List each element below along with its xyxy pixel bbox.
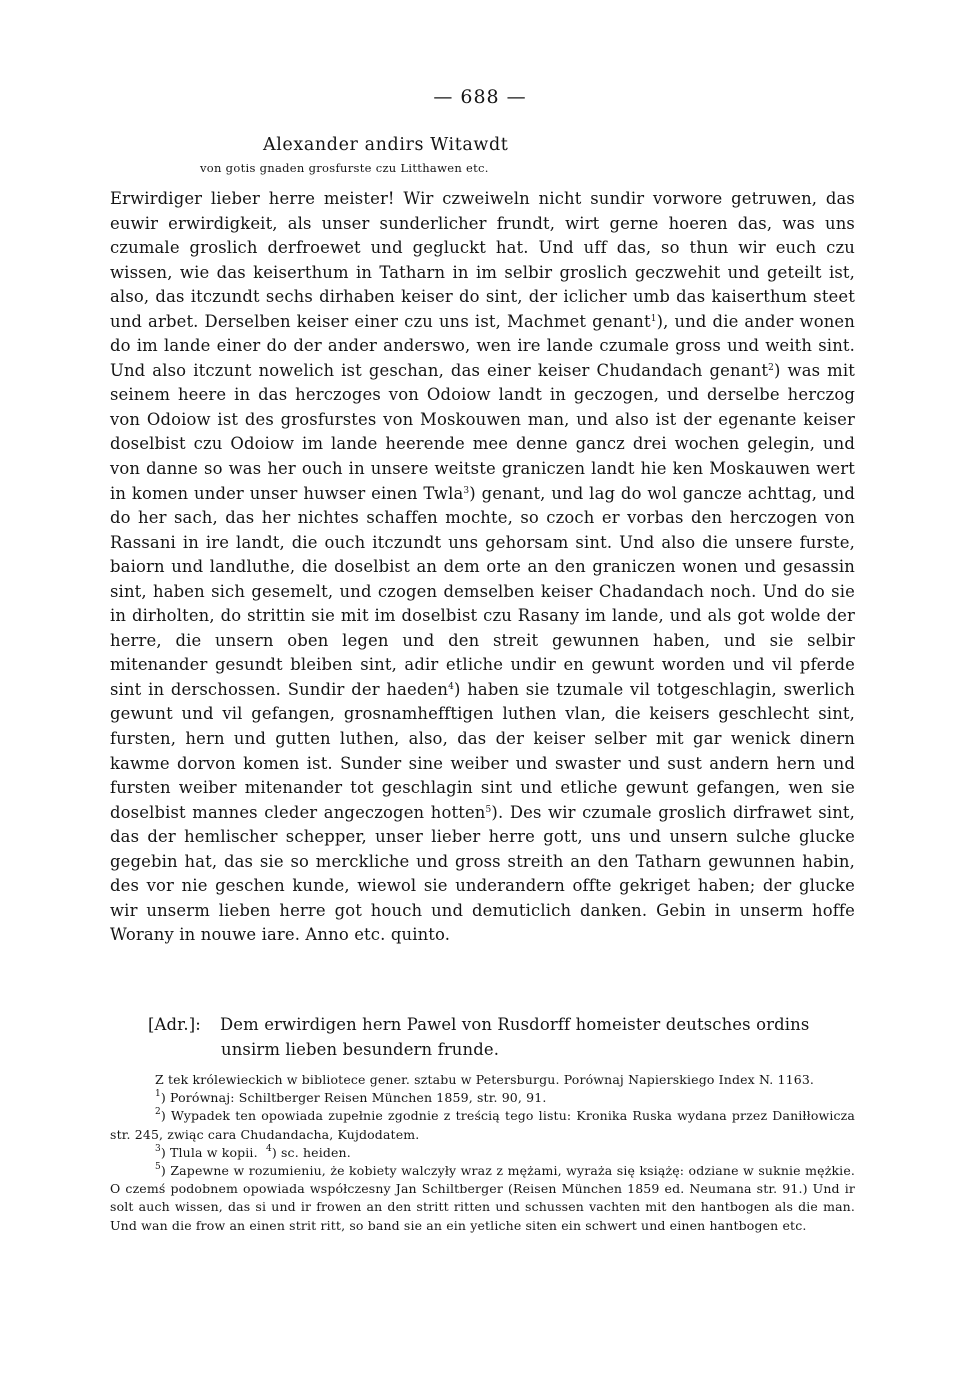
address-line-1: Dem erwirdigen hern Pawel von Rusdorff homeister deutsches ordins xyxy=(220,1015,810,1034)
body-segment: ) haben sie tzumale vil totgeschlagin, swerlich gewunt und vil gefangen, grosnamhefftigen luthen vlan, die keisers geschlecht sint, fursten, hern und gutten luthen, also, das der keiser selber mit gar wenick dinern kawme dorvon komen ist. Sunder sine weiber und swaster und sust andern hern und fursten weiber mitenander tot geschlagin sint und etliche gewunt gefangen, wen sie doselbist mannes cleder angeczogen hotten xyxy=(110,679,855,822)
letter-body xyxy=(110,187,855,948)
body-segment: ), und die ander wonen do im lande einer do der ander anderswo, wen ire lande czumale gross und weith sint. Und also itczunt nowelich ist geschan, das einer keiser Chudandach genant xyxy=(110,311,855,380)
footnotes xyxy=(110,1071,855,1235)
letter-title: Alexander andirs Witawdt xyxy=(263,135,509,155)
footnote-ref-5: 5 xyxy=(485,804,492,815)
footnote-text: ) Tlula w kopii. xyxy=(160,1144,258,1160)
footnote-ref-1: 1 xyxy=(650,313,657,324)
body-segment: ) was mit seinem heere in das herczoges von Odoiow landt in geczogen, und derselbe herczog von Odoiow ist des grosfurstes von Moskouwen man, und also ist der egenante keiser doselbist czu Odoiow im lande heerende mee denne gancz drei wochen gelegin, und von danne so was her ouch in unsere weitste graniczen landt hie ken Moskauwen wert in komen under unser huwser einen Twla xyxy=(110,360,855,503)
footnote-mark: 2 xyxy=(155,1107,161,1118)
address-label: [Adr.]: xyxy=(148,1015,201,1034)
body-segment: ) genant, und lag do wol gancze achttag, und do her sach, das her nichtes schaffen mochte, so czoch er vorbas den herczogen von Rassani in ire landt, die ouch itczundt uns gehorsam sint. Und also die unsere furste, baiorn und landluthe, die doselbist an dem orte an den graniczen wonen und gesassin sint, haben sich gesemelt, und czogen demselben keiser Chadandach noch. Und do sie in dirholten, do strittin sie mit im doselbist czu Rasany im lande, und als got wolde der herre, die unsern oben legen und den streit gewunnen haben, und sie selbir mitenander gesundt bleiben sint, adir etliche undir en gewunt worden und vil pferde sint in derschossen. Sundir der haeden xyxy=(110,483,855,699)
body-segment: Erwirdiger lieber herre meister! Wir czweiweln nicht sundir vorwore getruwen, das euwir erwirdigkeit, als unser sunderlicher frundt, wirt gerne hoeren das, was uns czumale groslich derfroewet und gegluckt hat. Und uff das, so thun wir euch czu wissen, wie das keiserthum in Tatharn in im selbir groslich geczwehit und geteilt ist, also, das itczundt sechs dirhaben keiser do sint, der iclicher umb das kaiserthum steet und arbet. Derselben keiser einer czu uns ist, Machmet genant xyxy=(110,189,855,331)
footnote-ref-3: 3 xyxy=(463,485,470,496)
footnote-mark: 3 xyxy=(155,1143,161,1154)
footnote-5 xyxy=(110,1162,855,1235)
page-number: — 688 — xyxy=(433,86,527,108)
footnote-text: ) sc. heiden. xyxy=(271,1144,351,1160)
footnote-ref-4: 4 xyxy=(448,681,454,692)
footnote-1 xyxy=(110,1089,855,1107)
source-note: Z tek królewieckich w bibliotece gener. sztabu w Petersburgu. Porównaj Napierskiego Index N. 1163. xyxy=(155,1072,815,1087)
footnote-mark: 1 xyxy=(155,1089,161,1100)
body-segment: ). Des wir czumale groslich dirfrawet sint, das der hemlischer schepper, unser lieber herre gott, uns und unsern sulche glucke gegebin hat, das sie so merckliche und gross streith an den Tatharn gewunnen habin, des vor nie geschen kunde, wiewol sie underandern offte gekriget haben; der glucke wir unserm lieben herre got houch und demuticlich danken. Gebin in unserm hoffe Worany in nouwe iare. Anno etc. quinto. xyxy=(110,802,855,945)
footnote-text: ) Wypadek ten opowiada zupełnie zgodnie z treścią tego listu: Kronika Ruska wydana przez Daniłłowicza str. 245, zwiąc cara Chudandacha, Kujdodatem. xyxy=(110,1108,855,1142)
footnote-ref-2: 2 xyxy=(768,362,774,373)
footnote-text: ) Porównaj: Schiltberger Reisen München 1859, str. 90, 91. xyxy=(160,1090,547,1106)
footnote-text: ) Zapewne w rozumieniu, że kobiety walczyły wraz z mężami, wyraża się książę: odziane w suknie mężkie. O czemś podobnem opowiada współczesny Jan Schiltberger (Reisen München 1859 ed. Neumana str. 91.) Und ir solt auch wissen, das si und ir frowen an den stritt ritten und schussen vachten mit den hantbogen als die man. Und wan die frow an einen strit ritt, so band sie an ein yetliche siten ein schwert und einen hantbogen etc. xyxy=(110,1163,855,1233)
address-line-2: unsirm lieben besundern frunde. xyxy=(221,1039,500,1059)
footnote-3-4 xyxy=(110,1144,855,1162)
footnote-2 xyxy=(110,1107,855,1143)
letter-subtitle: von gotis gnaden grosfurste czu Litthawen etc. xyxy=(200,161,489,175)
footnote-mark: 5 xyxy=(155,1162,161,1173)
address-block xyxy=(148,1013,858,1062)
footnote-mark: 4 xyxy=(265,1143,272,1154)
